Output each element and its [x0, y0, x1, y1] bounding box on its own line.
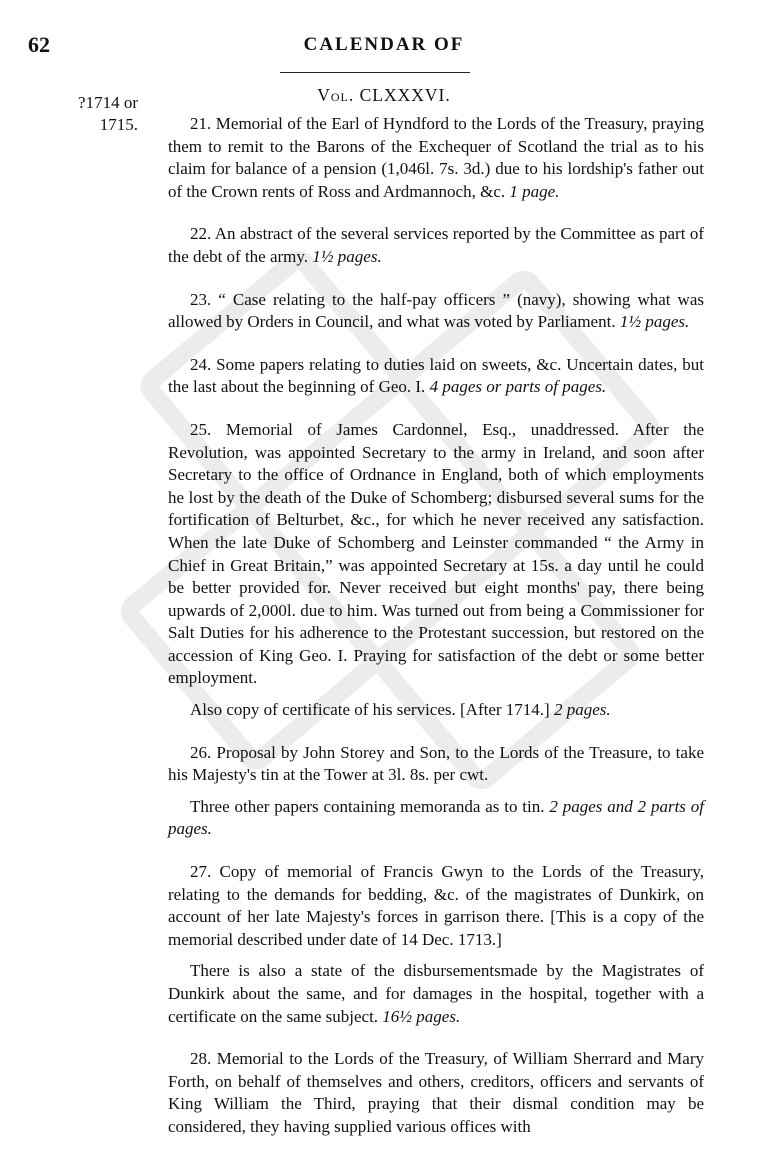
entry-note-body: There is also a state of the disbursementsmade by the Magistrates of Dunkirk about the same, and for damages in the hospital, together with a certificate on the same subject. [168, 961, 704, 1026]
entry-note [168, 699, 704, 722]
volume-heading: Vol. CLXXXVI. [317, 85, 451, 105]
margin-date-line1: ?1714 or [78, 93, 138, 112]
entry-pages: 2 pages and 2 parts of pages. [168, 796, 704, 839]
entry-25 [168, 419, 704, 722]
entry-text [168, 419, 704, 690]
entry-27 [168, 861, 704, 1028]
entry-28 [168, 1048, 704, 1138]
entry-pages: 1 page. [509, 181, 560, 201]
entry-note-body: Also copy of certificate of his services. [After 1714.] [190, 700, 550, 720]
entry-body: 26. Proposal by John Storey and Son, to the Lords of the Treasure, to take his Majesty's tin at the Tower at 3l. 8s. per cwt. [168, 742, 704, 785]
entry-26 [168, 742, 704, 841]
page-number: 62 [28, 32, 50, 57]
entry-text [168, 861, 704, 951]
entry-text [168, 223, 704, 268]
entry-text [168, 113, 704, 203]
header-rule [280, 72, 470, 73]
entry-note-body: Three other papers containing memoranda as to tin. [190, 796, 545, 816]
calendar-entries [168, 113, 704, 1159]
entry-body: 21. Memorial of the Earl of Hyndford to the Lords of the Treasury, praying them to remit to the Barons of the Exchequer of Scotland the trial as to his claim for balance of a pension (1,046l. 7s. 3d.) due to his lordship's father out of the Crown rents of Ross and Ardmannoch, &c. [168, 114, 704, 201]
entry-text [168, 1048, 704, 1138]
entry-22 [168, 223, 704, 268]
margin-date-line2: 1715. [99, 115, 138, 134]
entry-text [168, 354, 704, 399]
entry-23 [168, 289, 704, 334]
entry-body: 28. Memorial to the Lords of the Treasury, of William Sherrard and Mary Forth, on behalf of themselves and others, creditors, officers and servants of King William the Third, praying that their dismal condition may be considered, they having supplied various offices with [168, 1049, 704, 1136]
entry-note [168, 960, 704, 1028]
entry-pages: 1½ pages. [312, 246, 382, 266]
entry-pages: 4 pages or parts of pages. [429, 377, 607, 397]
margin-date [28, 92, 138, 136]
running-head: CALENDAR OF [303, 34, 465, 55]
entry-pages: 1½ pages. [619, 312, 690, 332]
entry-note [168, 796, 704, 841]
entry-pages: 2 pages. [553, 700, 611, 720]
entry-text [168, 289, 704, 334]
entry-21 [168, 113, 704, 203]
entry-body: 25. Memorial of James Cardonnel, Esq., unaddressed. After the Revolution, was appointed Secretary to the army in Ireland, and soon after Secretary to the office of Ordnance in England, both of which employments he lost by the death of the Duke of Schomberg; disbursed several sums for the fortification of Belturbet, &c., for which he never received any satisfaction. When the late Duke of Schomberg and Leinster commanded “ the Army in Chief in Great Britain,” was appointed Secretary at 15s. a day until he could be better provided for. Never received but eight months' pay, there being upwards of 2,000l. due to him. Was turned out from being a Commissioner for Salt Duties for his adherence to the Protestant succession, but restored on the accession of King Geo. I. Praying for satisfaction of the debt or some better employment. [168, 419, 704, 688]
entry-body: 22. An abstract of the several services reported by the Committee as part of the debt of the army. [168, 224, 704, 266]
entry-body: 23. “ Case relating to the half-pay officers ” (navy), showing what was allowed by Orders in Council, and what was voted by Parliament. [168, 289, 704, 332]
entry-24 [168, 354, 704, 399]
entry-text [168, 742, 704, 787]
entry-pages: 16½ pages. [382, 1006, 461, 1026]
entry-body: 24. Some papers relating to duties laid on sweets, &c. Uncertain dates, but the last about the beginning of Geo. I. [168, 354, 704, 397]
entry-body: 27. Copy of memorial of Francis Gwyn to the Lords of the Treasury, relating to the demands for bedding, &c. of the magistrates of Dunkirk, on account of her late Majesty's forces in garrison there. [This is a copy of the memorial described under date of 14 Dec. 1713.] [168, 862, 704, 949]
